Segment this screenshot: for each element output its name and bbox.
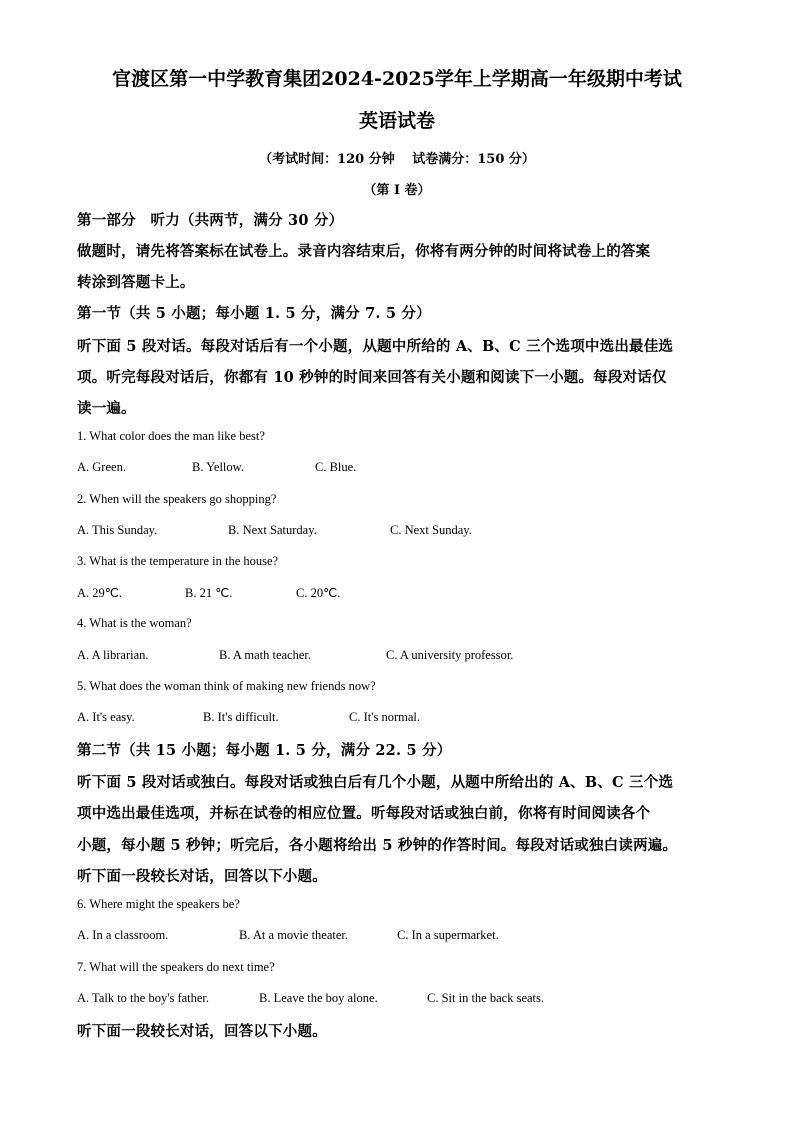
exam-title-line1: 官渡区第一中学教育集团2024-2025学年上学期高一年级期中考试 (112, 68, 682, 90)
section2-desc-line3: 小题，每小题 5 秒钟；听完后，各小题将给出 5 秒钟的作答时间。每段对话或独白读两遍。 (77, 837, 678, 854)
section2-desc-line1: 听下面 5 段对话或独白。每段对话或独白后有几个小题，从题中所给出的 A、B、C 三个选 (77, 774, 674, 791)
option-c: C. 20℃. (296, 586, 341, 600)
section1-desc-line3: 读一遍。 (77, 400, 136, 417)
option-b: B. Yellow. (192, 460, 244, 474)
option-b: B. Leave the boy alone. (259, 991, 378, 1005)
option-a: A. Green. (77, 460, 126, 474)
question-stem: 5. What does the woman think of making new friends now? (77, 679, 376, 693)
option-c: C. In a supermarket. (397, 928, 499, 942)
option-b: B. At a movie theater. (239, 928, 349, 942)
option-a: A. Talk to the boy's father. (77, 991, 210, 1005)
question-stem: 6. Where might the speakers be? (77, 897, 240, 911)
section2-intro: 听下面一段较长对话，回答以下小题。 (77, 868, 327, 885)
part1-instructions-line1: 做题时，请先将答案标在试卷上。录音内容结束后，你将有两分钟的时间将试卷上的答案 (77, 243, 651, 260)
option-a: A. A librarian. (77, 648, 149, 662)
part1-instructions-line2: 转涂到答题卡上。 (77, 274, 195, 291)
section2-heading: 第二节（共 15 小题；每小题 1. 5 分，满分 22. 5 分） (77, 742, 452, 759)
option-a: A. 29℃. (77, 586, 122, 600)
part1-heading: 第一部分 听力（共两节，满分 30 分） (77, 212, 344, 229)
section1-desc-line1: 听下面 5 段对话。每段对话后有一个小题，从题中所给的 A、B、C 三个选项中选出最佳选 (77, 338, 674, 355)
section1-heading: 第一节（共 5 小题；每小题 1. 5 分，满分 7. 5 分） (77, 305, 431, 322)
question-stem: 7. What will the speakers do next time? (77, 960, 275, 974)
question-stem: 4. What is the woman? (77, 616, 192, 630)
question-stem: 2. When will the speakers go shopping? (77, 492, 277, 506)
exam-info: （考试时间：120 分钟 试卷满分：150 分） (259, 152, 535, 167)
section1-desc-line2: 项。听完每段对话后，你都有 10 秒钟的时间来回答有关小题和阅读下一小题。每段对话仅 (77, 369, 667, 386)
question-stem: 1. What color does the man like best? (77, 429, 265, 443)
volume-label: （第 I 卷） (363, 183, 431, 198)
option-a: A. In a classroom. (77, 928, 169, 942)
section2-desc-line2: 项中选出最佳选项，并标在试卷的相应位置。听每段对话或独白前，你将有时间阅读各个 (77, 805, 651, 822)
option-c: C. It's normal. (349, 710, 420, 724)
option-a: A. This Sunday. (77, 523, 158, 537)
option-a: A. It's easy. (77, 710, 135, 724)
question-stem: 3. What is the temperature in the house? (77, 554, 279, 568)
option-c: C. A university professor. (386, 648, 514, 662)
option-c: C. Blue. (315, 460, 357, 474)
option-b: B. 21 ℃. (185, 586, 233, 600)
option-c: C. Next Sunday. (390, 523, 472, 537)
option-b: B. A math teacher. (219, 648, 311, 662)
exam-title-line2: 英语试卷 (358, 110, 435, 132)
option-b: B. Next Saturday. (228, 523, 317, 537)
option-c: C. Sit in the back seats. (427, 991, 544, 1005)
section2-intro: 听下面一段较长对话，回答以下小题。 (77, 1023, 327, 1040)
option-b: B. It's difficult. (203, 710, 279, 724)
